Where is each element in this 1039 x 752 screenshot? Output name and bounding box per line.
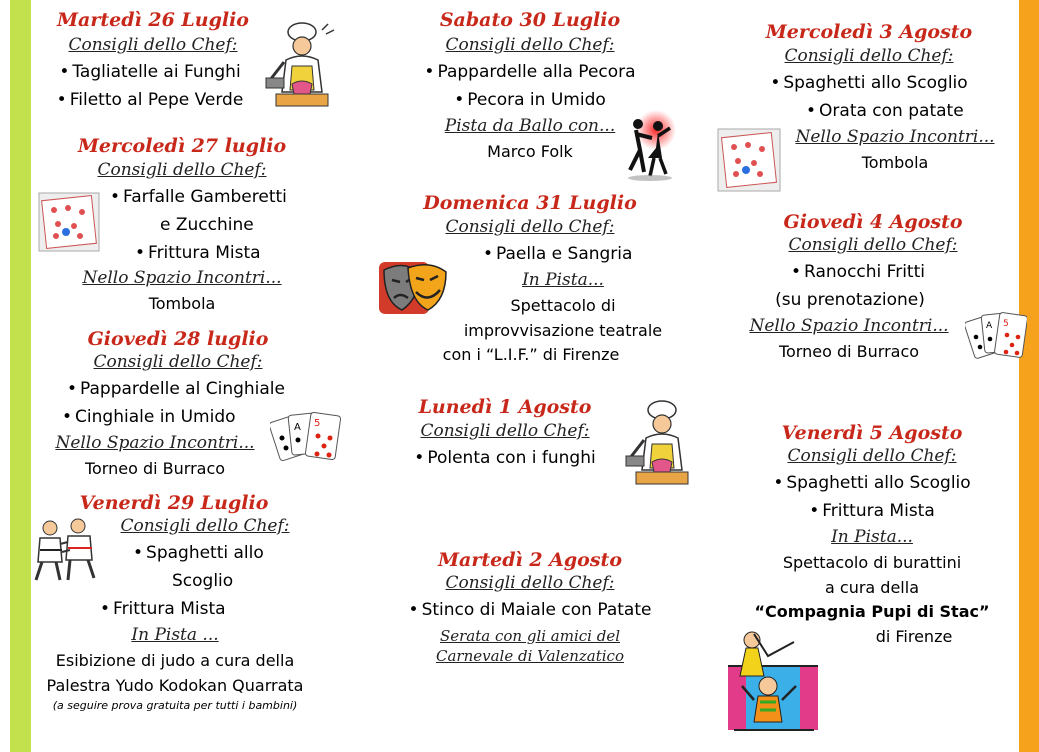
event-text: Esibizione di judo a cura della bbox=[55, 651, 295, 670]
chef-label: Consigli dello Chef: bbox=[787, 446, 957, 466]
chef-label: Consigli dello Chef: bbox=[445, 573, 615, 593]
section-heading: Carnevale di Valenzatico bbox=[436, 647, 624, 665]
dancing-couple-icon bbox=[622, 110, 676, 182]
menu-item: • Frittura Mista bbox=[809, 501, 935, 521]
menu-item: • Ranocchi Fritti bbox=[791, 262, 925, 282]
event-text: Spettacolo di bbox=[510, 296, 616, 315]
event-text: Marco Folk bbox=[487, 142, 573, 161]
svg-text:A: A bbox=[986, 321, 993, 331]
right-color-stripe bbox=[1019, 0, 1039, 752]
menu-item: • Frittura Mista bbox=[135, 243, 261, 263]
day-title-martedi-26: Martedì 26 Luglio bbox=[57, 9, 249, 31]
theater-masks-icon bbox=[378, 258, 452, 318]
day-title-domenica-31: Domenica 31 Luglio bbox=[423, 192, 637, 214]
menu-item: • Pappardelle al Cinghiale bbox=[67, 379, 285, 399]
event-text: Torneo di Burraco bbox=[778, 342, 920, 361]
tombola-card-icon bbox=[38, 192, 100, 252]
puppet-theater-icon bbox=[724, 626, 822, 732]
day-title-lunedi-1: Lunedì 1 Agosto bbox=[418, 396, 592, 418]
menu-item: • Farfalle Gamberetti bbox=[110, 187, 287, 207]
event-text: Torneo di Burraco bbox=[84, 459, 226, 478]
section-heading: In Pista ... bbox=[131, 625, 219, 645]
day-title-mercoledi-27: Mercoledì 27 luglio bbox=[77, 135, 287, 157]
menu-item: • Spaghetti allo Scoglio bbox=[770, 73, 967, 93]
day-title-venerdi-5: Venerdì 5 Agosto bbox=[781, 422, 963, 444]
menu-note: (su prenotazione) bbox=[775, 290, 925, 310]
chef-label: Consigli dello Chef: bbox=[420, 421, 590, 441]
event-note: (a seguire prova gratuita per tutti i bambini) bbox=[52, 699, 298, 712]
chef-label: Consigli dello Chef: bbox=[445, 35, 615, 55]
chef-cooking-icon bbox=[262, 22, 338, 114]
section-heading: In Pista... bbox=[831, 527, 913, 547]
menu-item: • Stinco di Maiale con Patate bbox=[409, 600, 652, 620]
playing-cards-icon bbox=[270, 408, 342, 470]
day-title-giovedi-28: Giovedì 28 luglio bbox=[87, 328, 269, 350]
event-text: a cura della bbox=[825, 578, 919, 597]
section-heading: In Pista... bbox=[522, 270, 604, 290]
left-white-margin bbox=[0, 0, 10, 752]
day-title-mercoledi-3: Mercoledì 3 Agosto bbox=[765, 21, 973, 43]
chef-cooking-icon bbox=[622, 400, 698, 492]
tombola-card-icon bbox=[717, 128, 781, 192]
menu-item: • Tagliatelle ai Funghi bbox=[59, 62, 240, 82]
event-text: Palestra Yudo Kodokan Quarrata bbox=[46, 676, 304, 695]
event-text: “Compagnia Pupi di Stac” bbox=[754, 602, 990, 621]
menu-item: • Frittura Mista bbox=[100, 599, 226, 619]
menu-item: • Paella e Sangria bbox=[483, 244, 632, 264]
section-heading: Nello Spazio Incontri... bbox=[749, 316, 949, 336]
menu-item: • Polenta con i funghi bbox=[414, 448, 595, 468]
menu-item: • Filetto al Pepe Verde bbox=[57, 90, 244, 110]
day-title-venerdi-29: Venerdì 29 Luglio bbox=[79, 492, 269, 514]
menu-item: • Orata con patate bbox=[806, 101, 964, 121]
day-title-giovedi-4: Giovedì 4 Agosto bbox=[783, 211, 963, 233]
event-text: improvvisazione teatrale bbox=[463, 321, 663, 340]
section-heading: Nello Spazio Incontri... bbox=[795, 127, 995, 147]
chef-label: Consigli dello Chef: bbox=[68, 35, 238, 55]
chef-label: Consigli dello Chef: bbox=[120, 516, 290, 536]
day-title-sabato-30: Sabato 30 Luglio bbox=[439, 9, 621, 31]
menu-item: • Spaghetti allo Scoglio bbox=[773, 473, 970, 493]
judo-fighters-icon bbox=[32, 516, 98, 584]
playing-cards-icon bbox=[965, 308, 1027, 368]
chef-label: Consigli dello Chef: bbox=[784, 46, 954, 66]
section-heading: Nello Spazio Incontri... bbox=[55, 433, 255, 453]
svg-text:5: 5 bbox=[314, 418, 321, 429]
chef-label: Consigli dello Chef: bbox=[93, 352, 263, 372]
day-title-martedi-2: Martedì 2 Agosto bbox=[437, 549, 623, 571]
svg-text:5: 5 bbox=[1003, 319, 1009, 329]
menu-item: • Spaghetti allo bbox=[133, 543, 264, 563]
menu-item-continuation: e Zucchine bbox=[160, 215, 254, 235]
menu-item: • Cinghiale in Umido bbox=[62, 407, 236, 427]
menu-item: • Pecora in Umido bbox=[454, 90, 606, 110]
section-heading: Pista da Ballo con... bbox=[444, 116, 616, 136]
event-text: con i “L.I.F.” di Firenze bbox=[442, 345, 620, 364]
chef-label: Consigli dello Chef: bbox=[445, 217, 615, 237]
menu-item: • Pappardelle alla Pecora bbox=[424, 62, 635, 82]
event-text: Tombola bbox=[861, 153, 929, 172]
svg-text:A: A bbox=[294, 422, 301, 433]
event-text: Tombola bbox=[148, 294, 216, 313]
event-text: di Firenze bbox=[875, 627, 953, 646]
section-heading: Serata con gli amici del bbox=[439, 627, 621, 645]
menu-item-continuation: Scoglio bbox=[172, 571, 234, 591]
section-heading: Nello Spazio Incontri... bbox=[82, 268, 282, 288]
chef-label: Consigli dello Chef: bbox=[788, 235, 958, 255]
chef-label: Consigli dello Chef: bbox=[97, 160, 267, 180]
event-text: Spettacolo di burattini bbox=[782, 553, 962, 572]
